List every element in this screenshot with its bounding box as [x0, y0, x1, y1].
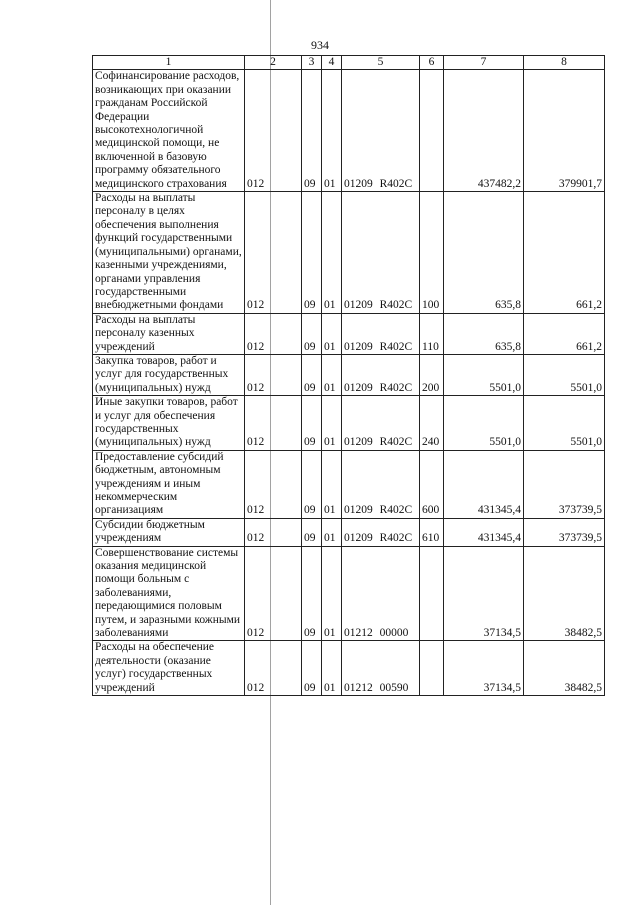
cell-expense-type: [420, 641, 444, 696]
cell-section: 09: [302, 518, 322, 546]
cell-section: 09: [302, 354, 322, 395]
cell-amount-col8: 661,2: [524, 192, 605, 314]
cell-section: 09: [302, 546, 322, 641]
cell-subsection: 01: [322, 396, 342, 451]
cell-subsection: 01: [322, 70, 342, 192]
row-description: Расходы на выплаты персоналу казенных учреждений: [93, 313, 245, 354]
cell-expense-type: 240: [420, 396, 444, 451]
cell-subsection: 01: [322, 192, 342, 314]
table-row: [93, 518, 605, 546]
cell-subsection: 01: [322, 641, 342, 696]
table-row: [93, 641, 605, 696]
cell-ministry: 012: [245, 354, 302, 395]
cell-subsection: 01: [322, 354, 342, 395]
cell-ministry: 012: [245, 396, 302, 451]
cell-section: 09: [302, 70, 322, 192]
col-header-5: 5: [342, 56, 420, 70]
cell-amount-col7: 635,8: [444, 192, 524, 314]
table-row: [93, 313, 605, 354]
cell-expense-type: [420, 70, 444, 192]
table-row: [93, 354, 605, 395]
cell-subsection: 01: [322, 518, 342, 546]
page-number: 934: [311, 38, 329, 52]
cell-expense-type: 600: [420, 450, 444, 518]
cell-target-article: 01209 R402C: [342, 354, 420, 395]
table-row: [93, 450, 605, 518]
cell-target-article: 01209 R402C: [342, 192, 420, 314]
row-description: Софинансирование расходов, возникающих при оказании гражданам Российской Федерации высокотехнологичной медицинской помощи, не включенной в базовую программу обязательного медицинского страхования: [93, 70, 245, 192]
cell-target-article: 01209 R402C: [342, 450, 420, 518]
col-header-2: 2: [245, 56, 302, 70]
col-header-7: 7: [444, 56, 524, 70]
cell-ministry: 012: [245, 518, 302, 546]
cell-ministry: 012: [245, 313, 302, 354]
row-description: Расходы на выплаты персоналу в целях обеспечения выполнения функций государственными (муниципальными) органами, казенными учреждениями, органами управления государственными внебюджетными фондами: [93, 192, 245, 314]
row-description: Закупка товаров, работ и услуг для государственных (муниципальных) нужд: [93, 354, 245, 395]
row-description: Субсидии бюджетным учреждениям: [93, 518, 245, 546]
cell-subsection: 01: [322, 450, 342, 518]
row-description: Расходы на обеспечение деятельности (оказание услуг) государственных учреждений: [93, 641, 245, 696]
cell-target-article: 01209 R402C: [342, 396, 420, 451]
table-row: [93, 70, 605, 192]
table-row: [93, 396, 605, 451]
table-row: [93, 546, 605, 641]
cell-amount-col7: 37134,5: [444, 641, 524, 696]
cell-section: 09: [302, 313, 322, 354]
cell-amount-col8: 38482,5: [524, 546, 605, 641]
cell-expense-type: 610: [420, 518, 444, 546]
cell-target-article: 01209 R402C: [342, 313, 420, 354]
budget-table: [92, 55, 605, 696]
col-header-4: 4: [322, 56, 342, 70]
cell-amount-col8: 38482,5: [524, 641, 605, 696]
cell-ministry: 012: [245, 450, 302, 518]
cell-ministry: 012: [245, 641, 302, 696]
cell-amount-col8: 661,2: [524, 313, 605, 354]
cell-target-article: 01209 R402C: [342, 518, 420, 546]
col-header-1: 1: [93, 56, 245, 70]
row-description: Предоставление субсидий бюджетным, автономным учреждениям и иным некоммерческим организациям: [93, 450, 245, 518]
cell-section: 09: [302, 641, 322, 696]
cell-target-article: 01209 R402C: [342, 70, 420, 192]
table-row: [93, 192, 605, 314]
cell-amount-col8: 373739,5: [524, 450, 605, 518]
cell-amount-col8: 379901,7: [524, 70, 605, 192]
cell-amount-col8: 373739,5: [524, 518, 605, 546]
cell-expense-type: 110: [420, 313, 444, 354]
cell-ministry: 012: [245, 70, 302, 192]
col-header-6: 6: [420, 56, 444, 70]
cell-expense-type: [420, 546, 444, 641]
cell-expense-type: 100: [420, 192, 444, 314]
col-header-8: 8: [524, 56, 605, 70]
cell-section: 09: [302, 450, 322, 518]
cell-amount-col7: 37134,5: [444, 546, 524, 641]
row-description: Иные закупки товаров, работ и услуг для обеспечения государственных (муниципальных) нужд: [93, 396, 245, 451]
cell-amount-col7: 635,8: [444, 313, 524, 354]
cell-expense-type: 200: [420, 354, 444, 395]
cell-ministry: 012: [245, 546, 302, 641]
row-description: Совершенствование системы оказания медицинской помощи больным с заболеваниями, передающимися половым путем, и заразными кожными заболеваниями: [93, 546, 245, 641]
cell-amount-col7: 431345,4: [444, 450, 524, 518]
cell-amount-col8: 5501,0: [524, 396, 605, 451]
col-header-3: 3: [302, 56, 322, 70]
header-row: [93, 56, 605, 70]
cell-amount-col7: 5501,0: [444, 354, 524, 395]
cell-target-article: 01212 00000: [342, 546, 420, 641]
cell-subsection: 01: [322, 546, 342, 641]
cell-section: 09: [302, 192, 322, 314]
cell-amount-col7: 437482,2: [444, 70, 524, 192]
cell-section: 09: [302, 396, 322, 451]
cell-ministry: 012: [245, 192, 302, 314]
cell-target-article: 01212 00590: [342, 641, 420, 696]
cell-amount-col7: 431345,4: [444, 518, 524, 546]
cell-amount-col7: 5501,0: [444, 396, 524, 451]
cell-amount-col8: 5501,0: [524, 354, 605, 395]
cell-subsection: 01: [322, 313, 342, 354]
